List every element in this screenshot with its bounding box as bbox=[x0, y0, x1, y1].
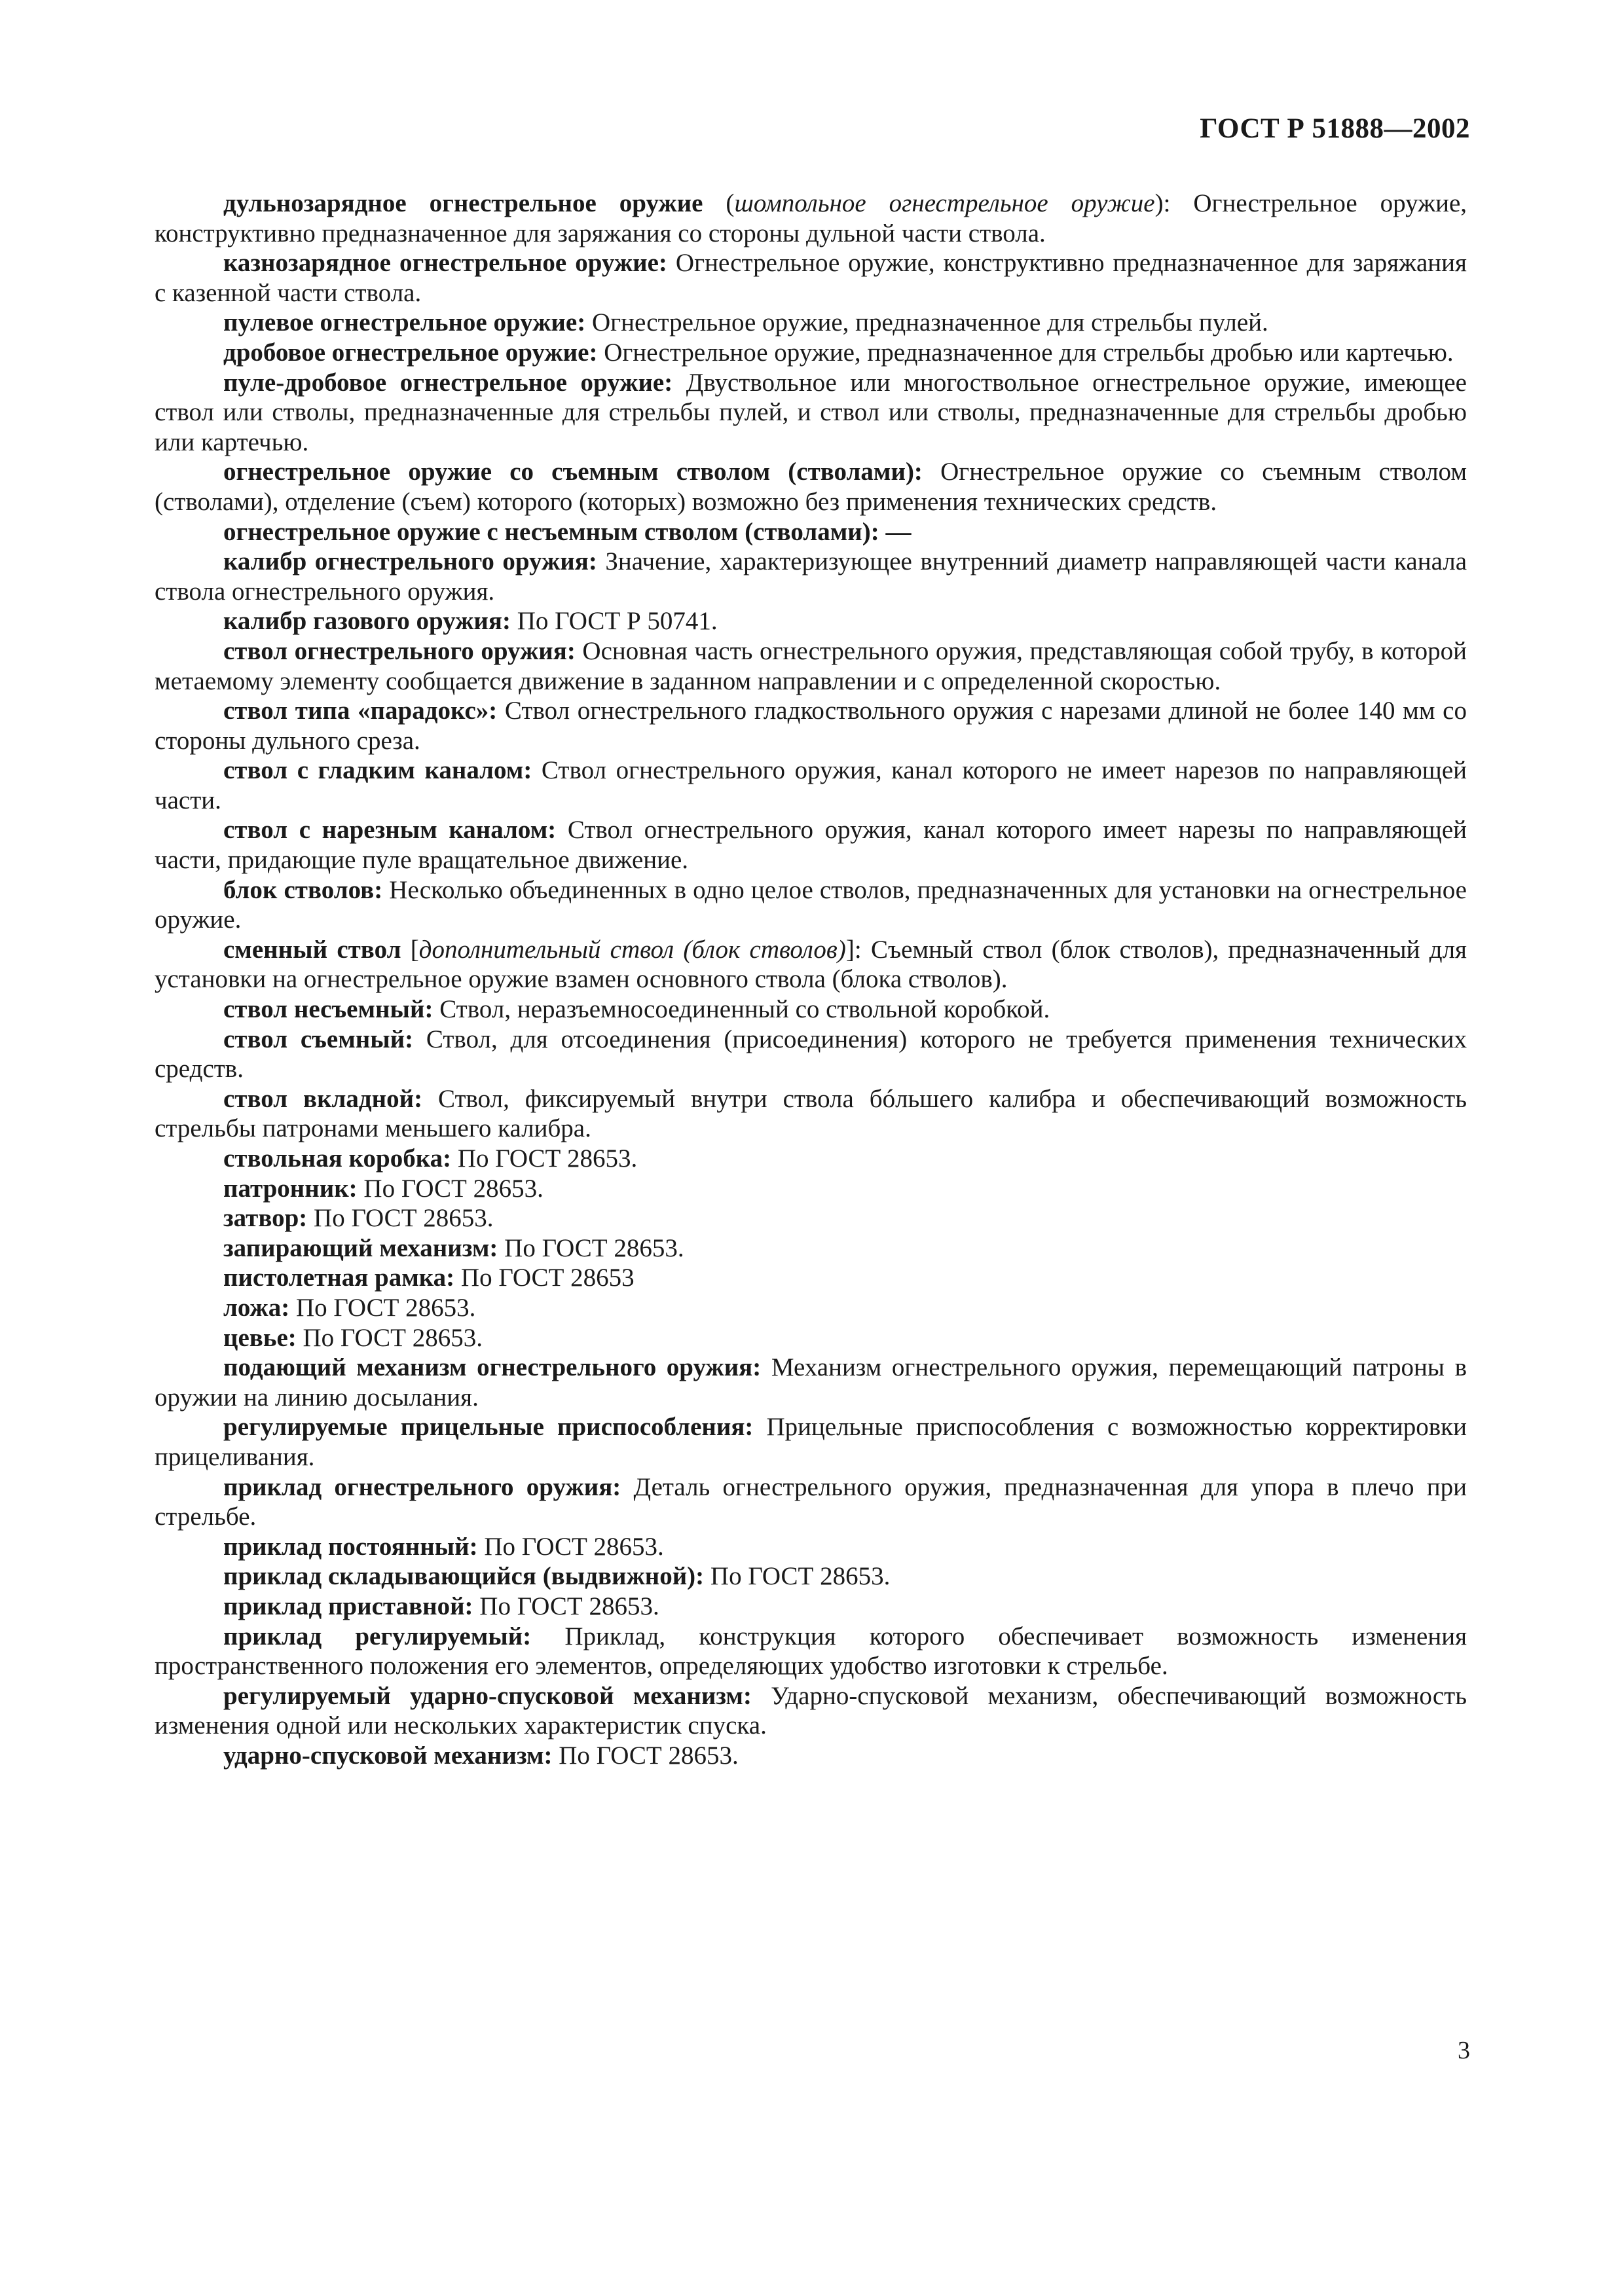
term-name: огнестрельное оружие со съемным стволом (стволами): bbox=[223, 458, 923, 486]
term-name: блок стволов: bbox=[223, 875, 383, 904]
term-entry bbox=[155, 756, 1467, 815]
term-entry bbox=[155, 368, 1467, 458]
term-name: ствол вкладной: bbox=[223, 1084, 423, 1113]
term-entry bbox=[155, 1144, 1467, 1174]
term-name: запирающий механизм: bbox=[223, 1233, 498, 1262]
term-entry bbox=[155, 1741, 1467, 1771]
term-name: ствол с гладким каналом: bbox=[223, 756, 532, 785]
term-entry bbox=[155, 935, 1467, 994]
term-entry bbox=[155, 1084, 1467, 1144]
term-name: регулируемый ударно-спусковой механизм: bbox=[223, 1681, 752, 1710]
term-definition: Огнестрельное оружие со съемным стволом (стволами), отделение (съем) которого (которых) возможно без применения технических средств. bbox=[155, 458, 1467, 516]
term-definition: Значение, характеризующее внутренний диаметр направляющей части канала ствола огнестрельного оружия. bbox=[155, 547, 1467, 606]
term-definition: По ГОСТ 28653. bbox=[451, 1144, 638, 1173]
term-name: пулевое огнестрельное оружие: bbox=[223, 308, 586, 337]
term-definition: Ударно-спусковой механизм, обеспечивающий возможность изменения одной или нескольких характеристик спуска. bbox=[155, 1681, 1467, 1740]
term-definition: Огнестрельное оружие, конструктивно предназначенное для заряжания с казенной части ствола. bbox=[155, 249, 1467, 307]
term-name: приклад огнестрельного оружия: bbox=[223, 1472, 621, 1501]
term-entry bbox=[155, 1263, 1467, 1293]
term-entry bbox=[155, 1592, 1467, 1622]
term-definition: По ГОСТ 28653. bbox=[498, 1233, 684, 1262]
term-name: ствольная коробка: bbox=[223, 1144, 452, 1173]
term-entry bbox=[155, 636, 1467, 696]
term-name: ствол огнестрельного оружия: bbox=[223, 636, 576, 665]
term-synonym: шомпольное огнестрельное оружие bbox=[734, 189, 1155, 217]
term-entry bbox=[155, 1233, 1467, 1264]
term-definition: Несколько объединенных в одно целое стволов, предназначенных для установки на огнестрельное оружие. bbox=[155, 875, 1467, 934]
term-definition: Ствол огнестрельного оружия, канал которого имеет нарезы по направляющей части, придающие пуле вращательное движение. bbox=[155, 816, 1467, 875]
term-name: цевье: bbox=[223, 1323, 297, 1352]
term-name: дробовое огнестрельное оружие: bbox=[223, 338, 598, 367]
term-definition: По ГОСТ 28653. bbox=[289, 1293, 476, 1322]
alt-open: ( bbox=[703, 189, 735, 217]
term-name: казнозарядное огнестрельное оружие: bbox=[223, 249, 667, 278]
alt-close: ]: bbox=[845, 935, 862, 964]
term-definition: Ствол, для отсоединения (присоединения) которого не требуется применения технических средств. bbox=[155, 1025, 1467, 1084]
term-name: дульнозарядное огнестрельное оружие bbox=[223, 189, 703, 217]
term-definition: Огнестрельное оружие, предназначенное для стрельбы дробью или картечью. bbox=[597, 338, 1454, 367]
term-definition: Прицельные приспособления с возможностью корректировки прицеливания. bbox=[155, 1413, 1467, 1471]
term-entry bbox=[155, 1622, 1467, 1681]
term-entry bbox=[155, 1472, 1467, 1532]
term-entry bbox=[155, 1174, 1467, 1204]
term-entry bbox=[155, 308, 1467, 338]
term-name: ствол несъемный: bbox=[223, 995, 433, 1024]
term-name: ствол типа «парадокс»: bbox=[223, 697, 498, 725]
term-definition: Деталь огнестрельного оружия, предназначенная для упора в плечо при стрельбе. bbox=[155, 1472, 1467, 1531]
term-definition: По ГОСТ 28653. bbox=[296, 1323, 483, 1352]
term-entry bbox=[155, 1532, 1467, 1562]
term-definition: Механизм огнестрельного оружия, перемещающий патроны в оружии на линию досылания. bbox=[155, 1353, 1467, 1412]
terms-list bbox=[155, 189, 1467, 1770]
alt-close: ): bbox=[1154, 189, 1171, 217]
term-synonym: дополнительный ствол (блок стволов) bbox=[418, 935, 846, 964]
term-definition: По ГОСТ 28653. bbox=[307, 1204, 494, 1233]
term-definition: По ГОСТ 28653. bbox=[357, 1174, 544, 1203]
term-name: подающий механизм огнестрельного оружия: bbox=[223, 1353, 762, 1382]
term-name: пистолетная рамка: bbox=[223, 1264, 455, 1292]
term-entry bbox=[155, 815, 1467, 875]
term-entry bbox=[155, 994, 1467, 1025]
term-name: пуле-дробовое огнестрельное оружие: bbox=[223, 368, 673, 397]
term-entry bbox=[155, 1353, 1467, 1412]
term-definition: По ГОСТ 28653. bbox=[473, 1592, 659, 1620]
term-entry bbox=[155, 457, 1467, 517]
term-name: калибр газового оружия: bbox=[223, 607, 511, 636]
term-name: патронник: bbox=[223, 1174, 358, 1203]
term-entry bbox=[155, 606, 1467, 636]
term-entry bbox=[155, 338, 1467, 368]
term-entry bbox=[155, 1293, 1467, 1323]
term-entry bbox=[155, 696, 1467, 756]
term-definition: Двуствольное или многоствольное огнестрельное оружие, имеющее ствол или стволы, предназначенные для стрельбы пулей, и ствол или стволы, предназначенные для стрельбы дробью или картечью. bbox=[155, 368, 1467, 456]
term-name: ударно-спусковой механизм: bbox=[223, 1741, 553, 1770]
term-definition: По ГОСТ Р 50741. bbox=[510, 607, 718, 636]
term-entry bbox=[155, 189, 1467, 248]
term-name: сменный ствол bbox=[223, 935, 401, 964]
term-name: ствол съемный: bbox=[223, 1025, 414, 1053]
term-name: приклад складывающийся (выдвижной): bbox=[223, 1562, 705, 1591]
term-entry bbox=[155, 875, 1467, 935]
term-definition: Приклад, конструкция которого обеспечивает возможность изменения пространственного положения его элементов, определяющих удобство изготовки к стрельбе. bbox=[155, 1622, 1467, 1681]
term-definition: По ГОСТ 28653. bbox=[704, 1562, 891, 1591]
term-entry bbox=[155, 1203, 1467, 1233]
term-name: затвор: bbox=[223, 1204, 308, 1233]
term-definition: По ГОСТ 28653. bbox=[552, 1741, 739, 1770]
term-entry bbox=[155, 248, 1467, 308]
term-definition: Огнестрельное оружие, конструктивно предназначенное для заряжания со стороны дульной части ствола. bbox=[155, 189, 1467, 247]
term-definition: Съемный ствол (блок стволов), предназначенный для установки на огнестрельное оружие взамен основного ствола (блока стволов). bbox=[155, 935, 1467, 994]
term-definition: По ГОСТ 28653. bbox=[477, 1532, 664, 1561]
term-entry bbox=[155, 517, 1467, 547]
term-name: приклад приставной: bbox=[223, 1592, 473, 1620]
term-entry bbox=[155, 1681, 1467, 1741]
term-definition: Ствол огнестрельного гладкоствольного оружия с нарезами длиной не более 140 мм со стороны дульного среза. bbox=[155, 697, 1467, 755]
term-entry bbox=[155, 1323, 1467, 1353]
term-entry bbox=[155, 1412, 1467, 1472]
term-name: калибр огнестрельного оружия: bbox=[223, 547, 597, 576]
standard-code-header: ГОСТ Р 51888—2002 bbox=[1200, 113, 1470, 144]
term-definition: Ствол, неразъемносоединенный со ствольной коробкой. bbox=[433, 995, 1050, 1024]
term-name: приклад постоянный: bbox=[223, 1532, 478, 1561]
term-definition: По ГОСТ 28653 bbox=[454, 1264, 635, 1292]
term-name: огнестрельное оружие с несъемным стволом (стволами): — bbox=[223, 517, 912, 546]
term-name: ствол с нарезным каналом: bbox=[223, 816, 557, 845]
term-definition: Основная часть огнестрельного оружия, представляющая собой трубу, в которой метаемому элементу сообщается движение в заданном направлении и с определенной скоростью. bbox=[155, 636, 1467, 695]
term-name: регулируемые прицельные приспособления: bbox=[223, 1413, 754, 1442]
term-definition: Ствол, фиксируемый внутри ствола бóльшего калибра и обеспечивающий возможность стрельбы патронами меньшего калибра. bbox=[155, 1084, 1467, 1143]
term-definition: Ствол огнестрельного оружия, канал которого не имеет нарезов по направляющей части. bbox=[155, 756, 1467, 814]
page-number: 3 bbox=[1458, 2037, 1470, 2064]
term-name: ложа: bbox=[223, 1293, 290, 1322]
term-entry bbox=[155, 1025, 1467, 1084]
term-entry bbox=[155, 1561, 1467, 1592]
term-entry bbox=[155, 547, 1467, 606]
term-name: приклад регулируемый: bbox=[223, 1622, 532, 1650]
alt-open: [ bbox=[401, 935, 419, 964]
term-definition: Огнестрельное оружие, предназначенное для стрельбы пулей. bbox=[585, 308, 1268, 337]
